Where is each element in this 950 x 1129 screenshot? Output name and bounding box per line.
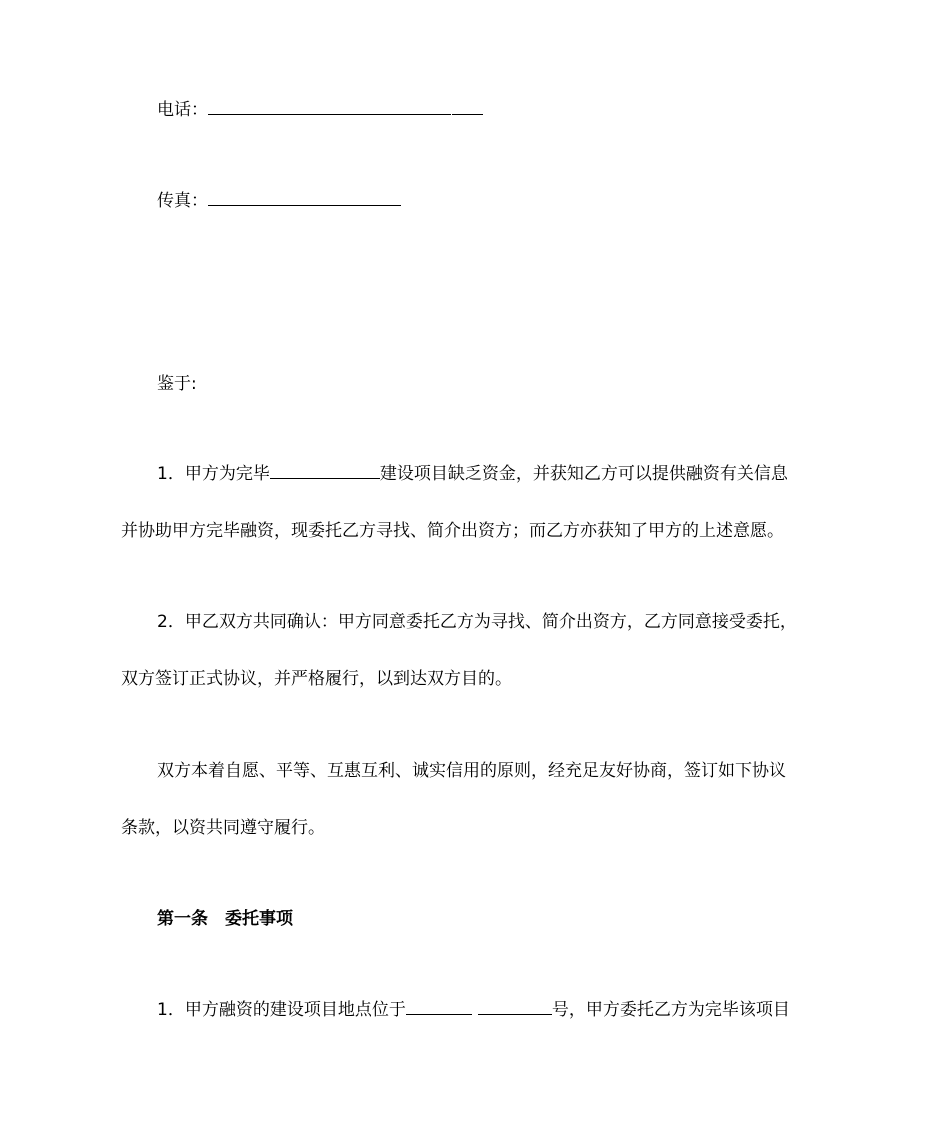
phone-label: 电话：	[157, 100, 208, 120]
clause1-line2-text: 并协助甲方完毕融资，现委托乙方寻找、简介出资方；而乙方亦获知了甲方的上述意愿。	[121, 521, 784, 541]
clause1-text-before: 甲方为完毕	[184, 464, 270, 484]
article1-item1-before: 1．甲方融资的建设项目地点位于	[157, 1000, 406, 1020]
principle-line2-text: 条款，以资共同遵守履行。	[121, 818, 325, 838]
clause1-line2	[121, 520, 784, 542]
clause2-line1-text: 2．甲乙双方共同确认：甲方同意委托乙方为寻找、简介出资方，乙方同意接受委托，	[157, 612, 797, 632]
fax-blank	[208, 190, 401, 206]
clause2-line1	[157, 611, 797, 633]
principle-line1	[157, 760, 786, 782]
phone-blank-2	[452, 99, 483, 115]
whereas-label	[157, 373, 197, 395]
phone-blank-1	[208, 99, 451, 115]
principle-line1-text: 双方本着自愿、平等、互惠互利、诚实信用的原则，经充足友好协商，签订如下协议	[157, 761, 786, 781]
clause1-number: 1．	[157, 464, 185, 484]
principle-line2	[121, 817, 325, 839]
article1-item1	[157, 999, 790, 1021]
article1-heading-text: 第一条 委托事项	[157, 909, 293, 929]
clause1-line1	[157, 463, 788, 485]
article1-item1-after: 号，甲方委托乙方为完毕该项目	[551, 1000, 790, 1020]
location-blank-2	[478, 999, 552, 1015]
fax-label: 传真：	[157, 191, 208, 211]
clause1-project-blank	[270, 463, 380, 479]
clause2-line2	[121, 668, 512, 690]
whereas-text: 鉴于:	[157, 374, 197, 394]
phone-line	[157, 99, 483, 121]
clause1-text-after: 建设项目缺乏资金，并获知乙方可以提供融资有关信息	[379, 464, 788, 484]
clause2-line2-text: 双方签订正式协议，并严格履行，以到达双方目的。	[121, 669, 512, 689]
location-blank-1	[406, 999, 472, 1015]
fax-line	[157, 190, 401, 212]
article1-heading	[157, 908, 293, 930]
